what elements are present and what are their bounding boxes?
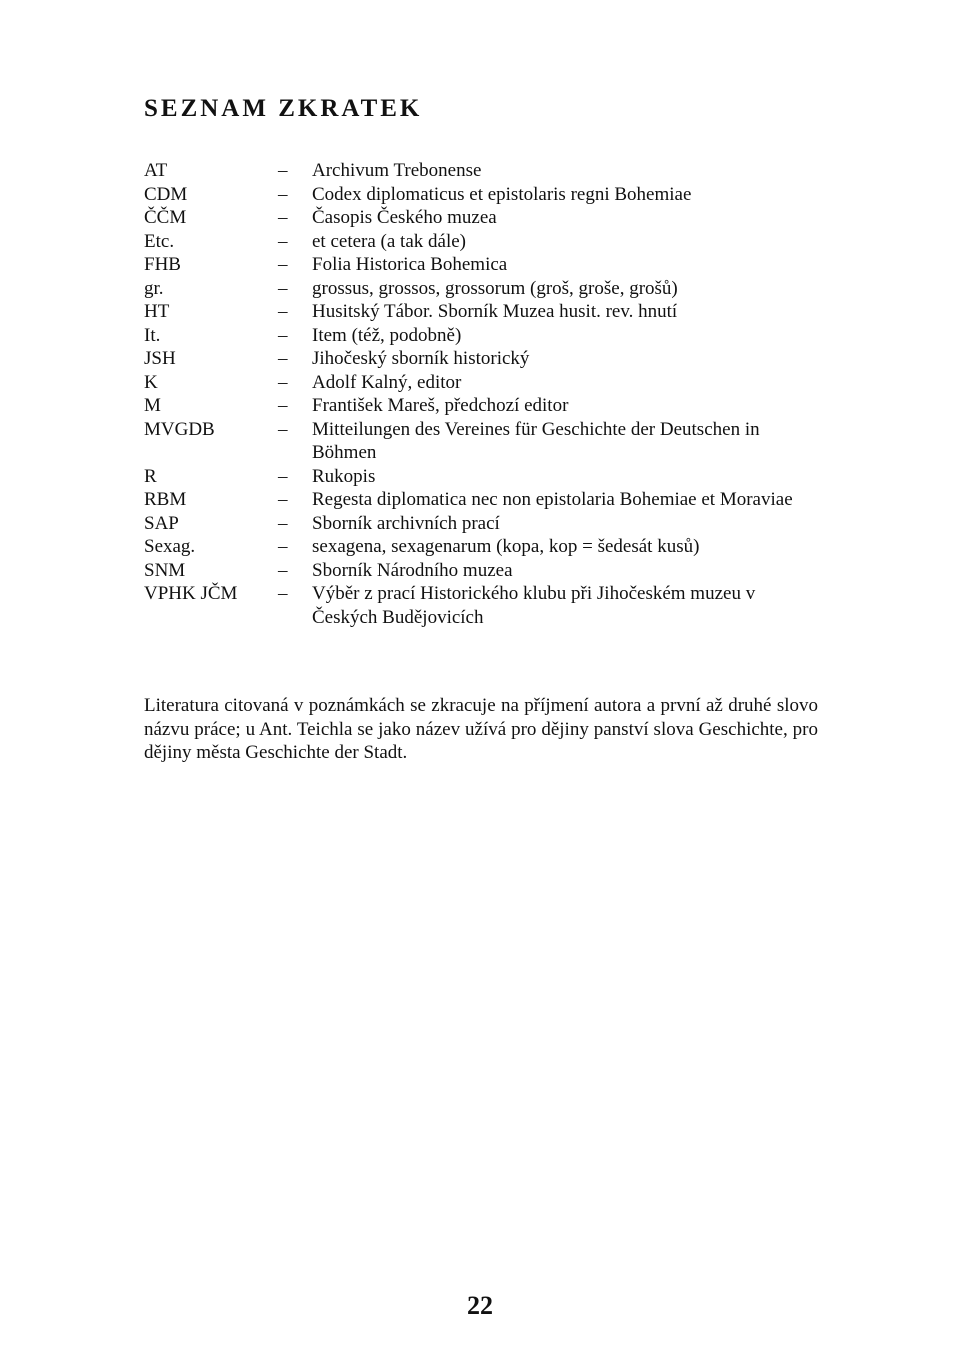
abbreviation-row (144, 512, 824, 536)
abbreviation-definition: Codex diplomaticus et epistolaris regni Bohemiae (312, 183, 692, 205)
abbreviation-term: It. (144, 324, 161, 346)
dash-separator: – (278, 207, 288, 228)
abbreviation-definition: Mitteilungen des Vereines für Geschichte der Deutschen in Böhmen (312, 418, 760, 463)
abbreviation-row (144, 324, 824, 348)
dash-separator: – (278, 559, 288, 581)
abbreviation-row (144, 230, 824, 254)
dash-separator: – (278, 536, 288, 557)
abbreviation-definition: Jihočeský sborník historický (312, 348, 530, 369)
abbreviation-row (144, 465, 824, 489)
abbreviation-term: CDM (144, 183, 188, 205)
abbreviation-term: FHB (144, 254, 181, 275)
abbreviation-definition: Item (též, podobně) (312, 324, 462, 346)
abbreviation-row (144, 253, 824, 277)
dash-separator: – (278, 183, 288, 205)
dash-separator: – (278, 583, 288, 604)
abbreviation-definition: František Mareš, předchozí editor (312, 395, 569, 416)
abbreviation-term: Sexag. (144, 536, 196, 557)
abbreviation-term: M (144, 395, 161, 416)
abbreviation-term: ČČM (144, 207, 187, 228)
dash-separator: – (278, 465, 288, 487)
abbreviation-term: VPHK JČM (144, 583, 238, 604)
abbreviation-definition: Sborník archivních prací (312, 512, 500, 534)
abbreviation-row (144, 418, 824, 465)
abbreviation-term: SAP (144, 512, 179, 534)
dash-separator: – (278, 371, 288, 393)
abbreviation-row (144, 277, 824, 301)
abbreviation-definition: Archivum Trebonense (312, 160, 482, 181)
page-title: SEZNAM ZKRATEK (144, 94, 423, 122)
abbreviation-row (144, 183, 824, 207)
abbreviation-definition: Rukopis (312, 465, 376, 487)
abbreviation-row (144, 347, 824, 371)
abbreviation-list (144, 159, 824, 629)
abbreviation-definition: Folia Historica Bohemica (312, 254, 508, 275)
abbreviation-definition: et cetera (a tak dále) (312, 230, 466, 252)
abbreviation-term: AT (144, 160, 168, 181)
abbreviation-term: HT (144, 301, 170, 322)
dash-separator: – (278, 160, 288, 181)
abbreviation-term: gr. (144, 277, 164, 299)
dash-separator: – (278, 324, 288, 346)
abbreviation-term: SNM (144, 559, 186, 581)
abbreviation-row (144, 300, 824, 324)
abbreviation-definition: Regesta diplomatica nec non epistolaria Bohemiae et Moraviae (312, 489, 793, 510)
abbreviation-term: JSH (144, 348, 176, 369)
dash-separator: – (278, 489, 288, 510)
abbreviation-definition: Časopis Českého muzea (312, 207, 497, 228)
abbreviation-term: MVGDB (144, 418, 215, 440)
abbreviation-row (144, 371, 824, 395)
abbreviation-row (144, 535, 824, 559)
abbreviation-term: R (144, 465, 157, 487)
abbreviation-term: Etc. (144, 230, 175, 252)
abbreviation-term: K (144, 371, 158, 393)
page-number: 22 (467, 1291, 493, 1320)
abbreviation-definition: Výběr z prací Historického klubu při Jihočeském muzeu v Českých Budějovicích (312, 583, 756, 628)
abbreviation-row (144, 582, 824, 629)
dash-separator: – (278, 348, 288, 369)
dash-separator: – (278, 277, 288, 299)
citation-note: Literatura citovaná v poznámkách se zkracuje na příjmení autora a první až druhé slovo názvu práce; u Ant. Teichla se jako název užívá pro dějiny panství slova Geschichte, pro dějiny města Geschichte der Stadt. (144, 695, 818, 763)
dash-separator: – (278, 301, 288, 322)
dash-separator: – (278, 395, 288, 416)
dash-separator: – (278, 512, 288, 534)
abbreviation-row (144, 206, 824, 230)
abbreviation-row (144, 159, 824, 183)
dash-separator: – (278, 230, 288, 252)
abbreviation-term: RBM (144, 489, 187, 510)
abbreviation-row (144, 559, 824, 583)
dash-separator: – (278, 418, 288, 440)
abbreviation-row (144, 488, 824, 512)
abbreviation-definition: grossus, grossos, grossorum (groš, groše, grošů) (312, 277, 678, 299)
abbreviation-definition: sexagena, sexagenarum (kopa, kop = šedesát kusů) (312, 536, 700, 557)
abbreviation-definition: Husitský Tábor. Sborník Muzea husit. rev. hnutí (312, 301, 678, 322)
dash-separator: – (278, 254, 288, 275)
abbreviation-definition: Sborník Národního muzea (312, 559, 513, 581)
abbreviation-definition: Adolf Kalný, editor (312, 371, 462, 393)
abbreviation-row (144, 394, 824, 418)
